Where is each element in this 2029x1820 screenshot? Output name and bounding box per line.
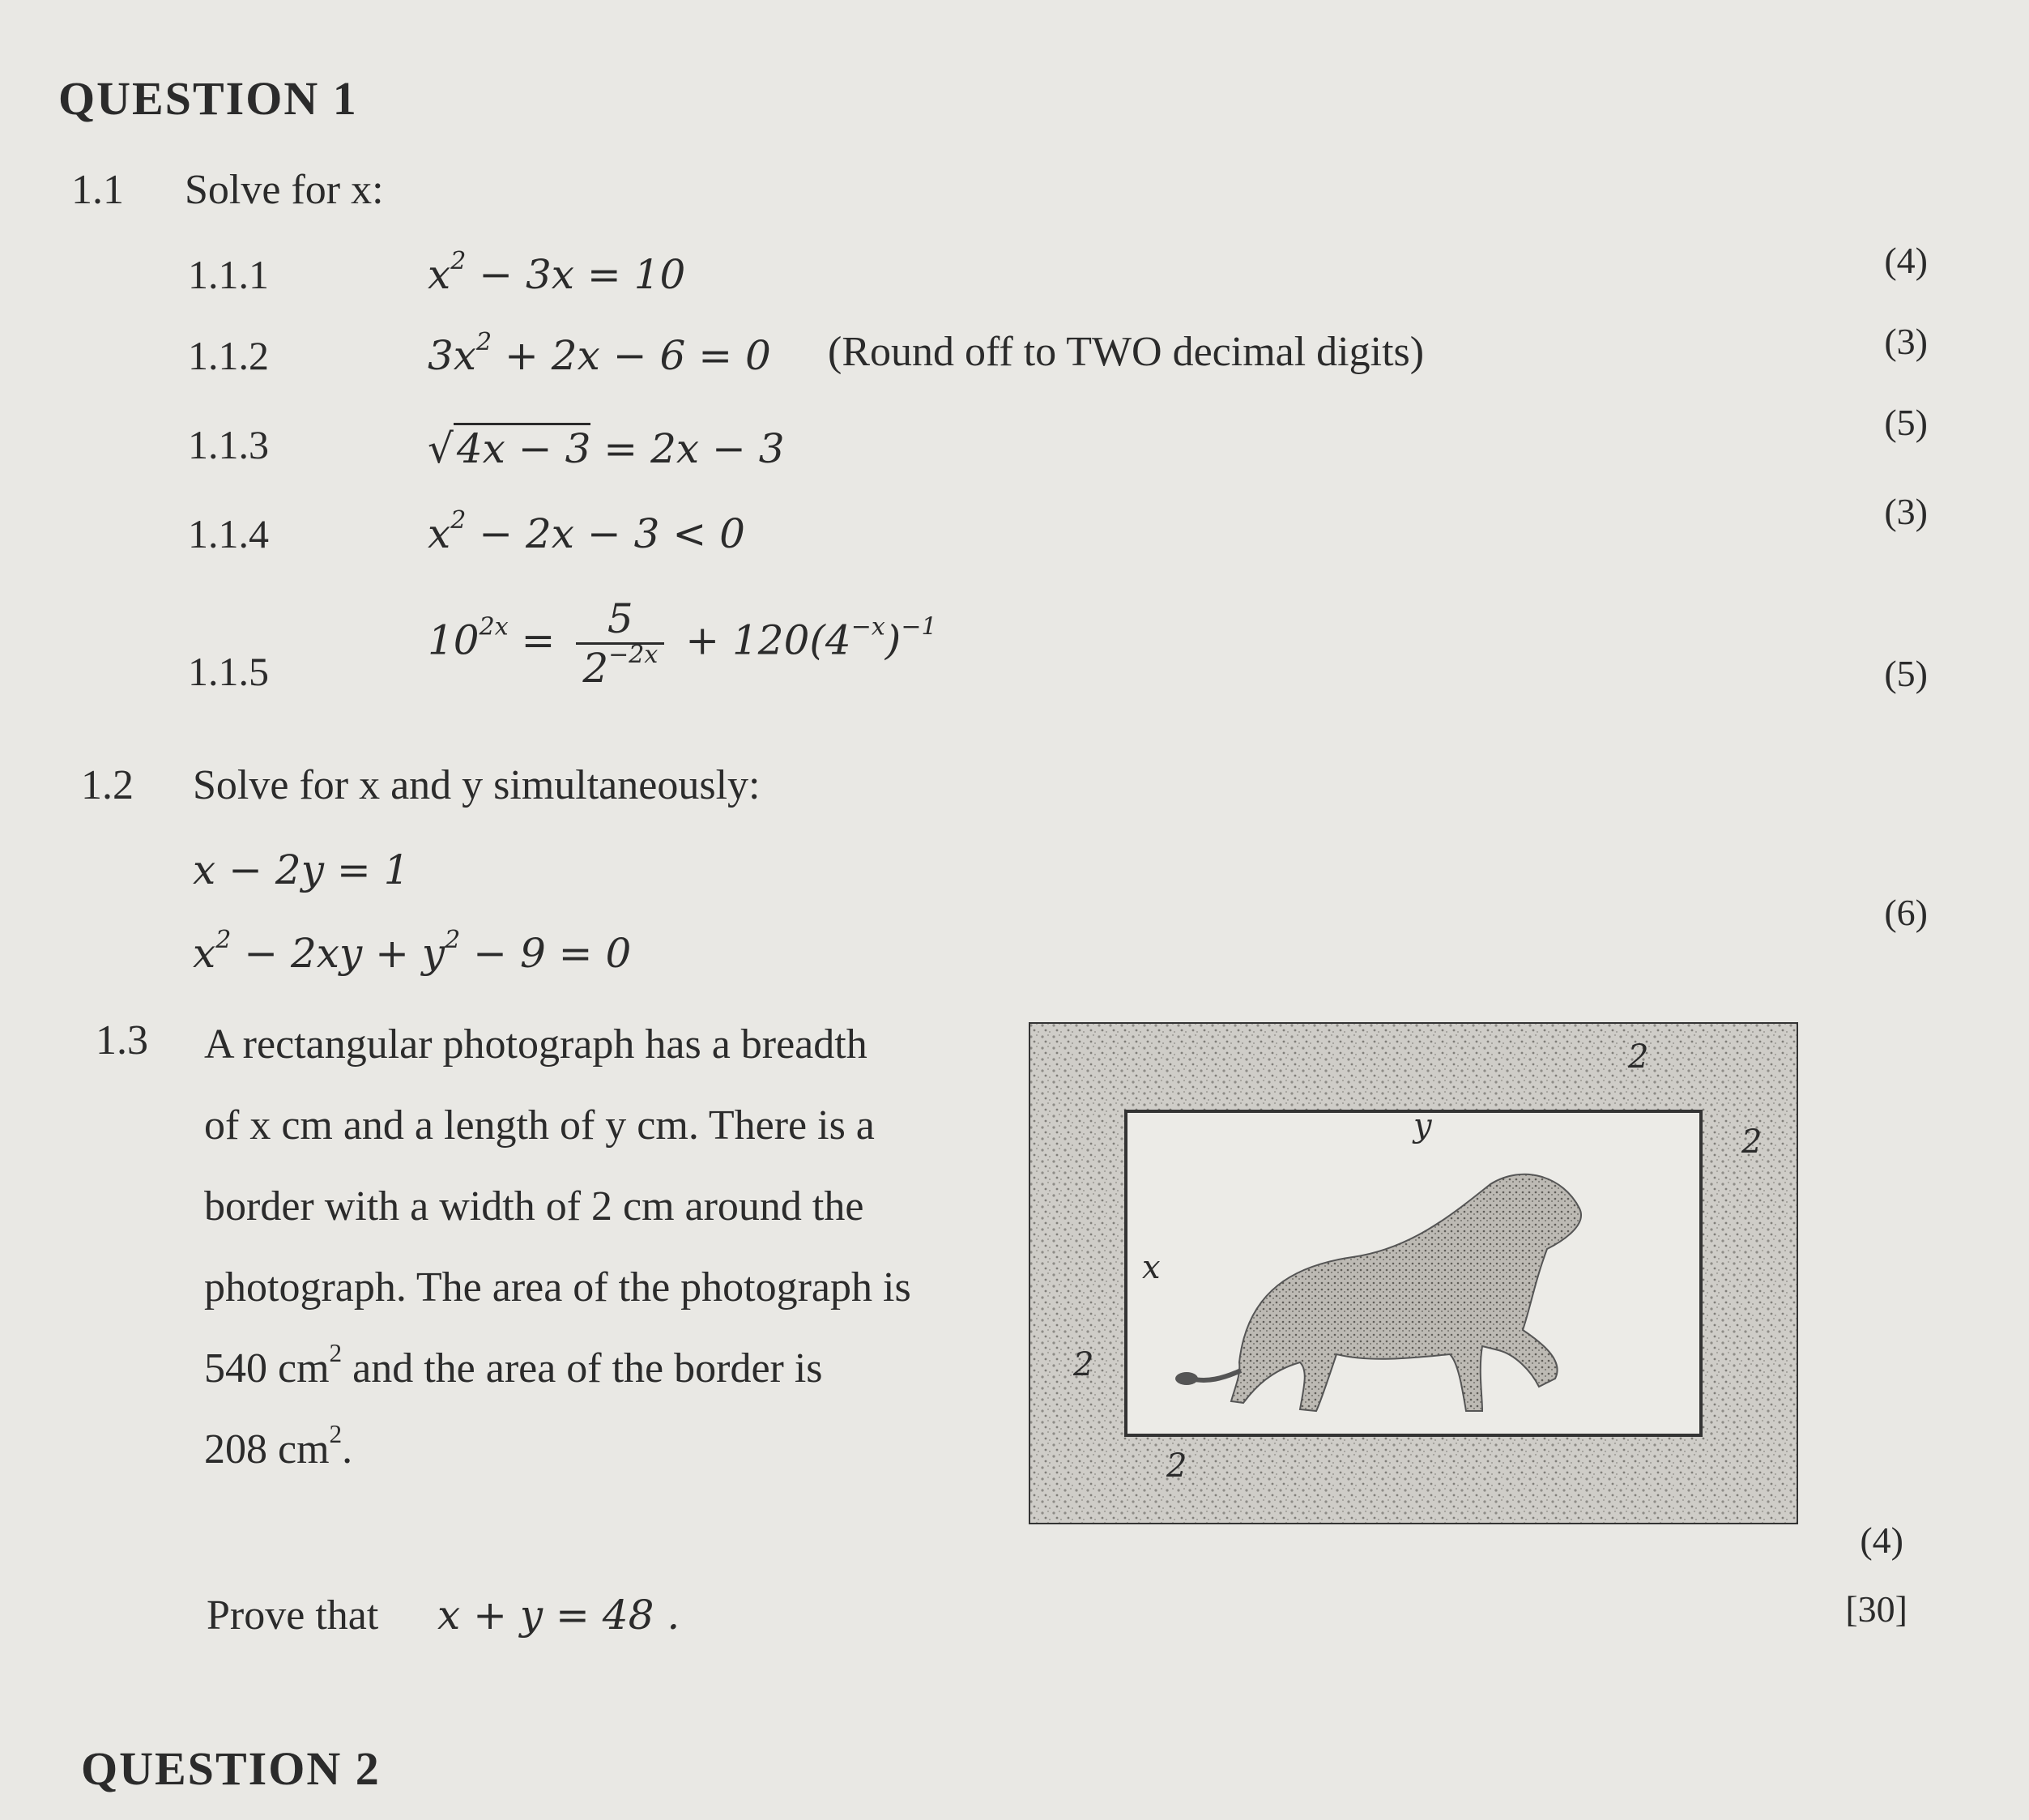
figure-label-border-left: 2 — [1073, 1346, 1094, 1383]
q1-3-line-3: border with a width of 2 cm around the — [204, 1183, 864, 1230]
photograph-border-figure — [1029, 1022, 1798, 1524]
q1-1-2-note: (Round off to TWO decimal digits) — [828, 329, 1425, 375]
q1-3-line-2: of x cm and a length of y cm. There is a — [204, 1102, 875, 1149]
q1-1-2-equation: $3x^2 + 2x - 6 = 0$ — [428, 328, 771, 379]
prove-label: Prove that — [207, 1592, 379, 1639]
q1-1-3-marks: (5) — [1884, 402, 1928, 443]
figure-label-border-right: 2 — [1741, 1123, 1763, 1161]
question-2-heading: QUESTION 2 — [81, 1742, 381, 1795]
prove-equation: x + y = 48 . — [437, 1592, 680, 1639]
q1-2-marks: (6) — [1884, 892, 1928, 933]
q1-1-number: 1.1 — [71, 167, 124, 213]
q1-2-instruction: Solve for x and y simultaneously: — [193, 762, 761, 808]
figure-label-x: x — [1142, 1249, 1161, 1286]
q1-1-4-number: 1.1.4 — [188, 511, 269, 556]
q1-1-1-equation: $x^2 - 3x = 10$ — [428, 247, 686, 298]
q1-2-equation-1: x − 2y = 1 — [193, 846, 410, 893]
q1-3-line-6: 208 $cm^2$. — [204, 1420, 353, 1473]
question-1-total: [30] — [1845, 1588, 1908, 1630]
figure-label-border-top: 2 — [1628, 1038, 1649, 1076]
q1-3-line-4: photograph. The area of the photograph is — [204, 1264, 911, 1311]
q1-1-5-equation: $10^{2x}$ = $\frac{5}{2^{-2x}}$ + $120(4^{-x})^{-1}$ — [428, 595, 937, 692]
q1-1-instruction: Solve for x: — [185, 167, 384, 213]
q1-1-5-number: 1.1.5 — [188, 649, 269, 694]
q1-1-2-number: 1.1.2 — [188, 333, 269, 378]
lion-tail-tuft — [1175, 1372, 1198, 1385]
q1-1-3-number: 1.1.3 — [188, 422, 269, 467]
q1-1-4-marks: (3) — [1884, 491, 1928, 532]
question-1-heading: QUESTION 1 — [58, 72, 358, 125]
q1-1-4-equation: $x^2 - 2x - 3 < 0$ — [428, 506, 745, 557]
q1-2-equation-2: $x^2 - 2xy + y^2 - 9 = 0$ — [193, 926, 632, 977]
figure-label-border-bottom: 2 — [1166, 1447, 1187, 1485]
figure-label-y: y — [1413, 1107, 1432, 1144]
q1-1-3-equation: √4x − 3 = 2x − 3 — [428, 425, 785, 472]
q1-1-5-marks: (5) — [1884, 653, 1928, 694]
q1-3-marks: (4) — [1860, 1520, 1903, 1561]
q1-3-number: 1.3 — [96, 1017, 148, 1063]
q1-3-paragraph — [204, 1004, 1014, 1490]
q1-1-2-marks: (3) — [1884, 321, 1928, 362]
q1-2-number: 1.2 — [81, 762, 134, 808]
q1-1-1-number: 1.1.1 — [188, 252, 269, 297]
q1-3-line-1: A rectangular photograph has a breadth — [204, 1021, 867, 1068]
q1-1-1-marks: (4) — [1884, 240, 1928, 281]
q1-3-line-5: 540 $cm^2$ and the area of the border is — [204, 1339, 823, 1392]
